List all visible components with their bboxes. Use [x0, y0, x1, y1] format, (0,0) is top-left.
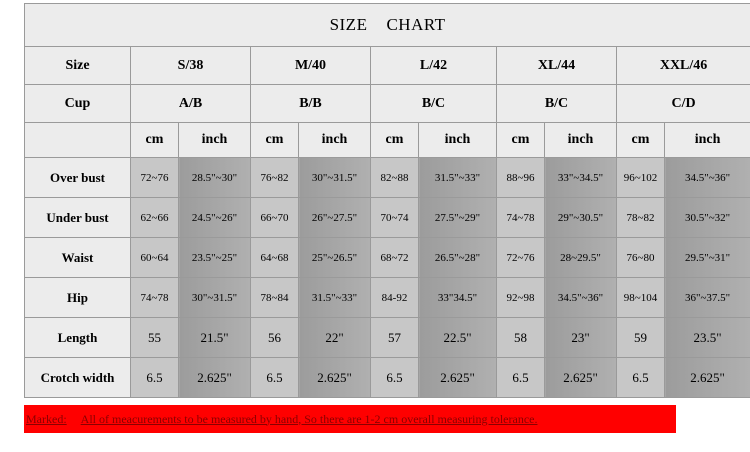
inch-cell: 34.5"~36"	[665, 158, 750, 198]
inch-cell: 31.5"~33"	[299, 278, 371, 318]
inch-cell: 30.5"~32"	[665, 198, 750, 238]
cm-cell: 6.5	[497, 358, 545, 398]
cm-cell: 98~104	[617, 278, 665, 318]
row-label: Under bust	[25, 198, 131, 238]
size-header: XXL/46	[617, 47, 750, 85]
inch-cell: 22.5"	[419, 318, 497, 358]
inch-cell: 31.5"~33"	[419, 158, 497, 198]
cup-value: C/D	[617, 85, 750, 123]
inch-cell: 23"	[545, 318, 617, 358]
unit-cm-header: cm	[617, 123, 665, 158]
table-row	[25, 278, 750, 318]
unit-cm-header: cm	[251, 123, 299, 158]
cm-cell: 76~82	[251, 158, 299, 198]
measurement-note	[24, 405, 676, 433]
cm-cell: 64~68	[251, 238, 299, 278]
cup-row	[25, 85, 750, 123]
inch-cell: 24.5"~26"	[179, 198, 251, 238]
inch-cell: 36"~37.5"	[665, 278, 750, 318]
cm-cell: 78~84	[251, 278, 299, 318]
cm-cell: 92~98	[497, 278, 545, 318]
cm-cell: 74~78	[131, 278, 179, 318]
row-label: Hip	[25, 278, 131, 318]
inch-cell: 2.625"	[545, 358, 617, 398]
inch-cell: 23.5"~25"	[179, 238, 251, 278]
unit-cm-header: cm	[131, 123, 179, 158]
cm-cell: 82~88	[371, 158, 419, 198]
inch-cell: 34.5"~36"	[545, 278, 617, 318]
inch-cell: 28.5"~30"	[179, 158, 251, 198]
row-label: Length	[25, 318, 131, 358]
cm-cell: 66~70	[251, 198, 299, 238]
cm-cell: 76~80	[617, 238, 665, 278]
cm-cell: 68~72	[371, 238, 419, 278]
cm-cell: 6.5	[371, 358, 419, 398]
size-header: M/40	[251, 47, 371, 85]
cm-cell: 96~102	[617, 158, 665, 198]
size-row	[25, 47, 750, 85]
inch-cell: 2.625"	[419, 358, 497, 398]
cm-cell: 6.5	[617, 358, 665, 398]
cm-cell: 58	[497, 318, 545, 358]
cup-label: Cup	[25, 85, 131, 123]
size-label: Size	[25, 47, 131, 85]
cm-cell: 78~82	[617, 198, 665, 238]
unit-inch-header: inch	[545, 123, 617, 158]
cm-cell: 6.5	[251, 358, 299, 398]
inch-cell: 28~29.5"	[545, 238, 617, 278]
title-row	[25, 4, 750, 47]
row-label: Over bust	[25, 158, 131, 198]
cm-cell: 6.5	[131, 358, 179, 398]
cm-cell: 59	[617, 318, 665, 358]
inch-cell: 26"~27.5"	[299, 198, 371, 238]
cm-cell: 57	[371, 318, 419, 358]
cm-cell: 60~64	[131, 238, 179, 278]
inch-cell: 23.5"	[665, 318, 750, 358]
size-chart-table	[24, 3, 750, 398]
size-header: S/38	[131, 47, 251, 85]
inch-cell: 29.5"~31"	[665, 238, 750, 278]
cm-cell: 62~66	[131, 198, 179, 238]
unit-cm-header: cm	[497, 123, 545, 158]
cm-cell: 70~74	[371, 198, 419, 238]
cm-cell: 55	[131, 318, 179, 358]
table-row	[25, 318, 750, 358]
inch-cell: 25"~26.5"	[299, 238, 371, 278]
table-row	[25, 158, 750, 198]
size-header: XL/44	[497, 47, 617, 85]
cm-cell: 88~96	[497, 158, 545, 198]
cup-value: B/B	[251, 85, 371, 123]
cm-cell: 72~76	[131, 158, 179, 198]
row-label: Crotch width	[25, 358, 131, 398]
inch-cell: 30"~31.5"	[179, 278, 251, 318]
cup-value: B/C	[371, 85, 497, 123]
inch-cell: 21.5"	[179, 318, 251, 358]
row-label: Waist	[25, 238, 131, 278]
table-row	[25, 238, 750, 278]
inch-cell: 33"34.5"	[419, 278, 497, 318]
inch-cell: 30"~31.5"	[299, 158, 371, 198]
inch-cell: 33"~34.5"	[545, 158, 617, 198]
note-text: All of meacurements to be measured by hand, So there are 1-2 cm overall measuring tolerance.	[80, 411, 538, 426]
unit-inch-header: inch	[179, 123, 251, 158]
unit-row-blank	[25, 123, 131, 158]
inch-cell: 29"~30.5"	[545, 198, 617, 238]
inch-cell: 2.625"	[665, 358, 750, 398]
cm-cell: 56	[251, 318, 299, 358]
note-prefix: Marked:	[26, 411, 67, 426]
cm-cell: 72~76	[497, 238, 545, 278]
inch-cell: 27.5"~29"	[419, 198, 497, 238]
inch-cell: 22"	[299, 318, 371, 358]
table-row	[25, 198, 750, 238]
unit-row	[25, 123, 750, 158]
inch-cell: 2.625"	[299, 358, 371, 398]
cm-cell: 84-92	[371, 278, 419, 318]
cm-cell: 74~78	[497, 198, 545, 238]
chart-title: SIZE CHART	[25, 4, 750, 47]
table-row	[25, 358, 750, 398]
inch-cell: 2.625"	[179, 358, 251, 398]
inch-cell: 26.5"~28"	[419, 238, 497, 278]
cup-value: A/B	[131, 85, 251, 123]
cup-value: B/C	[497, 85, 617, 123]
size-header: L/42	[371, 47, 497, 85]
unit-inch-header: inch	[665, 123, 750, 158]
unit-inch-header: inch	[419, 123, 497, 158]
unit-cm-header: cm	[371, 123, 419, 158]
unit-inch-header: inch	[299, 123, 371, 158]
